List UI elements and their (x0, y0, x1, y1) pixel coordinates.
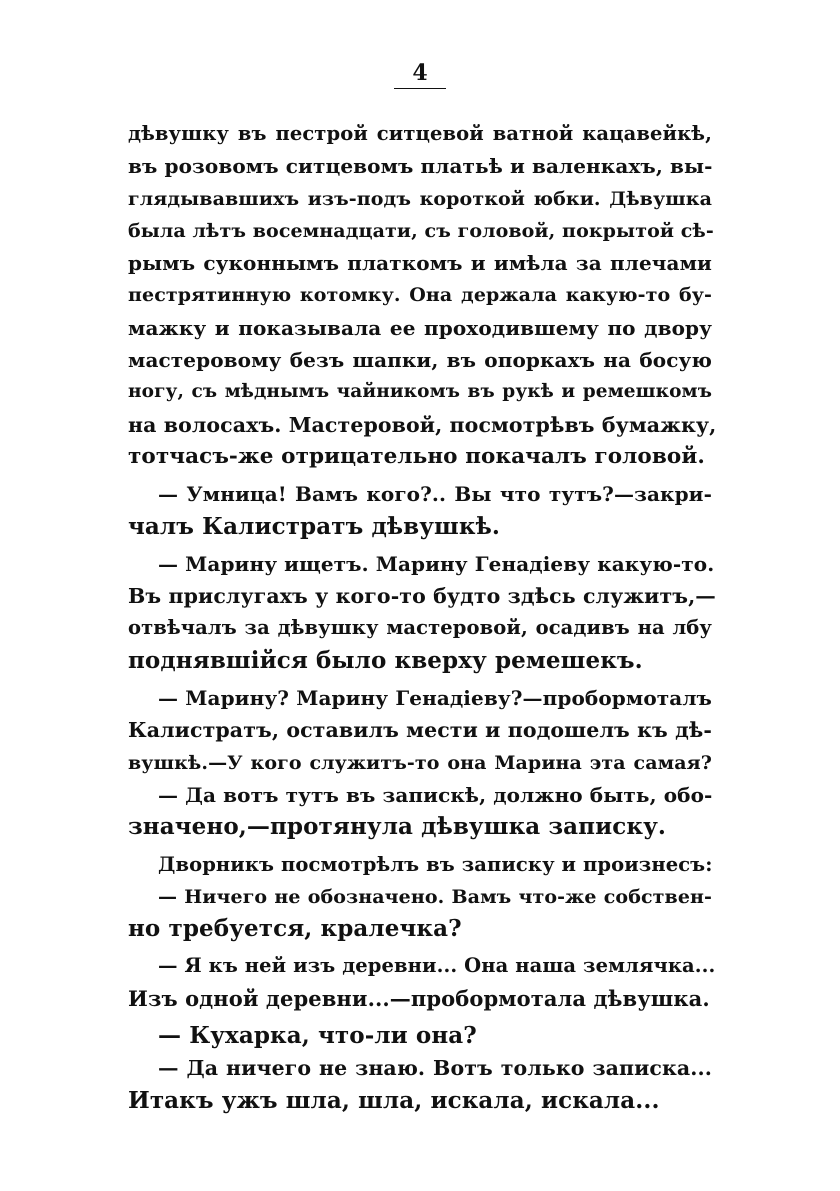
text-line: тотчасъ-же отрицательно покачалъ головой. (128, 443, 705, 469)
text-line: на волосахъ. Мастеровой, посмотрѣвъ бумажку, (128, 412, 717, 437)
text-line: но требуется, кралечка? (128, 915, 462, 943)
text-line: была лѣтъ восемнадцати, съ головой, покрытой сѣ- (128, 219, 714, 242)
text-line: — Да вотъ тутъ въ запискѣ, должно быть, обо- (158, 782, 713, 807)
text-line: Дворникъ посмотрѣлъ въ записку и произнесъ: (158, 852, 713, 876)
text-line: — Умница! Вамъ кого?.. Вы что тутъ?—закри- (158, 482, 712, 507)
text-line: — Я къ ней изъ деревни... Она наша землячка... (158, 954, 716, 978)
text-line: — Марину ищетъ. Марину Генадіеву какую-то. (158, 551, 715, 576)
text-line: пестрятинную котомку. Она держала какую-то бу- (128, 284, 712, 307)
text-line: чалъ Калистратъ дѣвушкѣ. (128, 512, 500, 540)
text-line: значено,—протянула дѣвушка записку. (128, 813, 667, 841)
text-line: — Кухарка, что-ли она? (158, 1022, 477, 1050)
text-line: Въ прислугахъ у кого-то будто здѣсь служитъ,— (128, 584, 716, 609)
text-line: рымъ суконнымъ платкомъ и имѣла за плечами (128, 251, 712, 276)
text-line: ногу, съ мѣднымъ чайникомъ въ рукѣ и ремешкомъ (128, 381, 712, 403)
text-line: Итакъ ужъ шла, шла, искала, искала... (128, 1086, 660, 1114)
text-line: Калистратъ, оставилъ мести и подошелъ къ дѣ- (128, 718, 712, 743)
page-header (0, 60, 840, 89)
page-number: 4 (394, 60, 445, 89)
text-line: мастеровому безъ шапки, въ опоркахъ на босую (128, 348, 712, 373)
text-line: отвѣчалъ за дѣвушку мастеровой, осадивъ на лбу (128, 616, 712, 640)
text-line: Изъ одной деревни...—пробормотала дѣвушка. (128, 985, 710, 1011)
text-line: вушкѣ.—У кого служитъ-то она Марина эта самая? (128, 751, 712, 774)
text-line: мажку и показывала ее проходившему по двору (128, 315, 712, 340)
text-line: — Марину? Марину Генадіеву?—пробормоталъ (158, 686, 712, 711)
body-text (128, 118, 717, 1117)
text-line: глядывавшихъ изъ-подъ короткой юбки. Дѣвушка (128, 187, 712, 210)
text-line: — Ничего не обозначено. Вамъ что-же собствен- (158, 885, 712, 908)
text-line: дѣвушку въ пестрой ситцевой ватной кацавейкѣ, (128, 122, 712, 145)
text-line: въ розовомъ ситцевомъ платьѣ и валенкахъ, вы- (128, 154, 713, 179)
text-line: поднявшійся было кверху ремешекъ. (128, 646, 643, 674)
text-line: — Да ничего не знаю. Вотъ только записка... (158, 1056, 712, 1081)
